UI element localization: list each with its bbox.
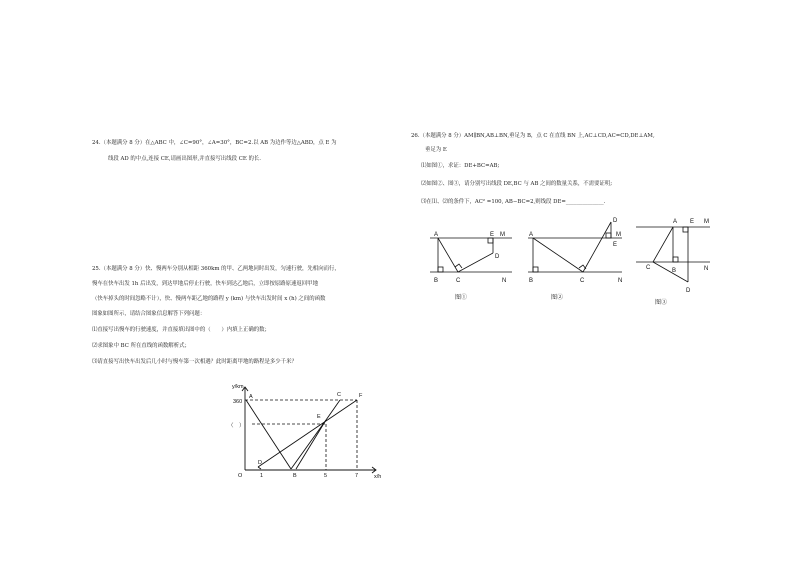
fig2-B: B — [529, 278, 534, 284]
y-axis-label: y/km — [232, 384, 244, 390]
q26-sub3: ⑶在⑴、⑵的条件下，AC² =100, AB−BC=2,则线段 DE=______________. — [421, 199, 606, 205]
fig3-M: M — [704, 219, 709, 225]
fig2-caption: 图② — [551, 295, 564, 301]
fig1-M: M — [500, 232, 505, 238]
fig3-caption: 图③ — [655, 300, 668, 306]
fig3-E: E — [690, 219, 695, 225]
q25-sub2: ⑵求图象中 BC 所在直线的函数解析式； — [92, 343, 190, 349]
figure-1 — [430, 238, 512, 272]
fig3-N: N — [704, 266, 709, 272]
point-E: E — [317, 414, 321, 420]
fig1-E: E — [490, 232, 495, 238]
x-tick-5: 5 — [324, 473, 328, 479]
q24-line2: 线段 AD 的中点,连接 CE,请画出图形,并直接写出线段 CE 的长. — [108, 156, 261, 162]
q25-line1: 25.（本题满分 8 分）快、慢两车分别从相距 360km 的甲、乙两地同时出发，匀速行驶，先相向而行， — [92, 266, 340, 272]
fig3-D: D — [686, 288, 691, 294]
fig3-A: A — [673, 219, 678, 225]
fig2-A: A — [529, 232, 534, 238]
fig1-caption: 图① — [455, 295, 468, 301]
fig2-M: M — [616, 232, 621, 238]
x-tick-7: 7 — [355, 473, 359, 479]
q26-line1: 26.（本题满分 8 分）AM∥BN,AB⊥BN,垂足为 B，点 C 在直线 BN 上,AC⊥CD,AC=CD,DE⊥AM, — [411, 133, 655, 139]
fig3-B: B — [672, 268, 677, 274]
q26-sub1: ⑴如图①，求证：DE+BC=AB; — [421, 163, 500, 169]
fig1-N: N — [502, 278, 507, 284]
fig1-B: B — [434, 278, 439, 284]
q26-sub2: ⑵如图②、图③，请分别写出线段 DE,BC 与 AB 之间的数量关系，不需要证明; — [421, 181, 613, 187]
q25-line3: （快车掉头的时间忽略不计），快、慢两车距乙地的路程 y (km) 与快车出发时间 x (h) 之间的函数 — [92, 296, 326, 302]
fig1-C: C — [456, 278, 461, 284]
fig1-D: D — [495, 254, 500, 260]
x-tick-1: 1 — [260, 473, 264, 479]
figure-2 — [528, 222, 622, 272]
q25-sub1: ⑴直接写出慢车的行驶速度，并直接填出图中的（ ）内填上正确的数； — [92, 327, 270, 333]
fig2-D: D — [613, 218, 618, 224]
y-tick-blank: （ ） — [228, 423, 245, 429]
point-F: F — [359, 393, 363, 399]
fig3-C: C — [646, 265, 651, 271]
point-D: D — [258, 460, 262, 466]
point-B: B — [293, 473, 297, 479]
q25-sub3: ⑶请直接写出快车出发后几小时与慢车第一次相遇？此时距离甲地的路程是多少千米？ — [92, 359, 297, 365]
x-axis-label: x/h — [374, 474, 382, 480]
fig2-E: E — [613, 242, 618, 248]
origin-label: O — [238, 473, 243, 479]
q26-line2: 垂足为 E — [425, 147, 447, 153]
q24-line1: 24.（本题满分 8 分）在△ABC 中，∠C=90°，∠A=30°，BC=2.以 AB 为边作等边△ABD，点 E 为 — [92, 140, 337, 146]
point-C: C — [337, 392, 341, 398]
q25-line2: 慢车在快车出发 1h 后出发，到达甲地后停止行驶，快车到达乙地后，立即按原路原速返回甲地 — [92, 281, 318, 287]
fig2-C: C — [580, 278, 585, 284]
y-tick-360: 360 — [233, 399, 243, 405]
fig1-A: A — [434, 232, 439, 238]
fig2-N: N — [618, 278, 623, 284]
point-A: A — [249, 394, 253, 400]
q25-line4: 图象如图所示，请结合图象信息解答下列问题： — [92, 311, 206, 317]
